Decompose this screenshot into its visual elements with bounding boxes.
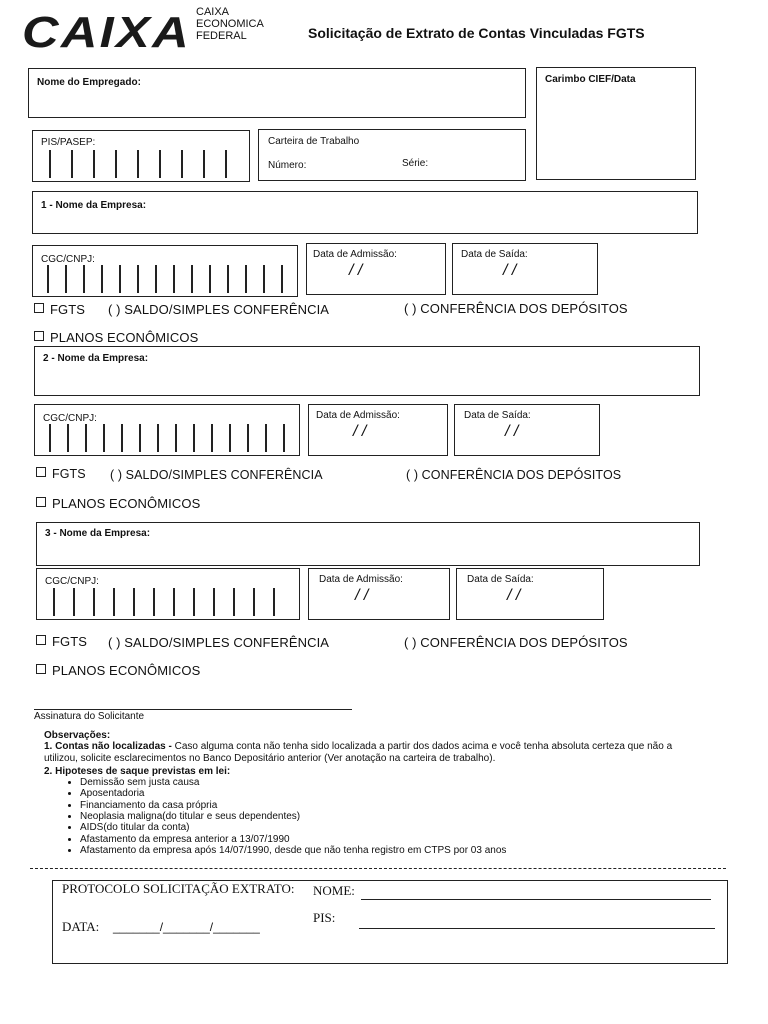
employee-name-field[interactable] xyxy=(28,68,526,118)
admission-date-label: Data de Admissão: xyxy=(319,574,403,585)
bank-name xyxy=(196,6,264,42)
date-separator: / / xyxy=(349,262,363,279)
protocol-title: PROTOCOLO SOLICITAÇÃO EXTRATO: xyxy=(62,881,295,896)
saldo-option[interactable]: ( ) SALDO/SIMPLES CONFERÊNCIA xyxy=(110,468,323,482)
date-separator: / / xyxy=(353,423,367,440)
checkbox-icon xyxy=(36,635,46,645)
fgts-checkbox[interactable] xyxy=(36,467,86,481)
digit-ticks xyxy=(33,149,249,181)
exit-date-field[interactable] xyxy=(452,243,598,295)
list-item: • Financiamento da casa própria xyxy=(80,800,704,811)
observation-text: Caso alguma conta não tenha sido localizada a partir dos dados acima e você tenha absoluta certeza que não a utilizou, solicite esclarecimentos no Banco Depositário anterior (Ver anotação na carteira de trabalho). xyxy=(44,741,673,764)
date-separator: / / xyxy=(503,262,517,279)
observation-title: 2. Hipoteses de saque previstas em lei: xyxy=(44,765,231,777)
signature-label: Assinatura do Solicitante xyxy=(34,711,145,722)
company-name-field[interactable] xyxy=(36,522,700,566)
date-separator: / / xyxy=(355,587,369,604)
admission-date-field[interactable] xyxy=(306,243,446,295)
company-name-label: 3 - Nome da Empresa: xyxy=(45,528,151,539)
admission-date-label: Data de Admissão: xyxy=(313,249,397,260)
planos-checkbox[interactable] xyxy=(36,663,200,678)
ctps-label: Carteira de Trabalho xyxy=(268,136,360,147)
date-separator: / / xyxy=(507,587,521,604)
pis-label: PIS/PASEP: xyxy=(41,137,96,148)
planos-checkbox[interactable] xyxy=(34,330,198,345)
exit-date-field[interactable] xyxy=(456,568,604,620)
cnpj-field[interactable] xyxy=(34,404,300,456)
admission-date-label: Data de Admissão: xyxy=(316,410,400,421)
exit-date-field[interactable] xyxy=(454,404,600,456)
bank-name-line: FEDERAL xyxy=(196,30,247,42)
pis-field[interactable] xyxy=(32,130,250,182)
bank-name-line: CAIXA xyxy=(196,6,230,18)
ctps-field[interactable] xyxy=(258,129,526,181)
planos-label: PLANOS ECONÔMICOS xyxy=(50,330,199,345)
list-item: • AIDS(do titular da conta) xyxy=(80,822,704,833)
protocol-box xyxy=(52,880,728,964)
exit-date-label: Data de Saída: xyxy=(464,410,531,421)
exit-date-label: Data de Saída: xyxy=(467,574,534,585)
cnpj-label: CGC/CNPJ: xyxy=(45,576,99,587)
depositos-option[interactable]: ( ) CONFERÊNCIA DOS DEPÓSITOS xyxy=(404,635,628,650)
protocol-pis-label: PIS: xyxy=(313,910,336,925)
checkbox-icon xyxy=(36,467,46,477)
fgts-label: FGTS xyxy=(52,634,88,649)
fgts-checkbox[interactable] xyxy=(36,634,87,649)
checkbox-icon xyxy=(34,303,44,313)
caixa-logo: CAIXA xyxy=(22,8,191,57)
protocol-name-label: NOME: xyxy=(313,883,355,898)
company-name-label: 1 - Nome da Empresa: xyxy=(41,200,147,211)
checkbox-icon xyxy=(36,664,46,674)
digit-ticks xyxy=(37,587,299,619)
digit-ticks xyxy=(33,264,297,296)
depositos-option[interactable]: ( ) CONFERÊNCIA DOS DEPÓSITOS xyxy=(406,468,622,482)
planos-label: PLANOS ECONÔMICOS xyxy=(52,663,201,678)
checkbox-icon xyxy=(36,497,46,507)
list-item: • Neoplasia maligna(do titular e seus dependentes) xyxy=(80,811,704,822)
planos-label: PLANOS ECONÔMICOS xyxy=(52,496,201,511)
signature-line[interactable] xyxy=(34,709,352,710)
exit-date-label: Data de Saída: xyxy=(461,249,528,260)
fgts-checkbox[interactable] xyxy=(34,302,85,317)
cut-line xyxy=(30,868,726,869)
cnpj-field[interactable] xyxy=(32,245,298,297)
depositos-option[interactable]: ( ) CONFERÊNCIA DOS DEPÓSITOS xyxy=(404,301,628,316)
bank-name-line: ECONOMICA xyxy=(196,18,264,30)
fgts-label: FGTS xyxy=(50,302,86,317)
fgts-label: FGTS xyxy=(52,467,86,481)
hipoteses-list xyxy=(44,777,704,856)
cnpj-field[interactable] xyxy=(36,568,300,620)
observations xyxy=(44,730,704,856)
list-item: • Demissão sem justa causa xyxy=(80,777,704,788)
list-item: • Afastamento da empresa anterior a 13/07/1990 xyxy=(80,834,704,845)
saldo-option[interactable]: ( ) SALDO/SIMPLES CONFERÊNCIA xyxy=(108,302,330,317)
admission-date-field[interactable] xyxy=(308,404,448,456)
stamp-label: Carimbo CIEF/Data xyxy=(545,74,636,85)
form-title: Solicitação de Extrato de Contas Vinculadas FGTS xyxy=(308,25,645,41)
stamp-box xyxy=(536,67,696,180)
company-name-field[interactable] xyxy=(34,346,700,396)
admission-date-field[interactable] xyxy=(308,568,450,620)
list-item: • Afastamento da empresa após 14/07/1990, desde que não tenha registro em CTPS por 03 anos xyxy=(80,845,704,856)
observation-title: 1. Contas não localizadas - xyxy=(44,741,175,753)
company-name-field[interactable] xyxy=(32,191,698,234)
observations-heading: Observações: xyxy=(44,730,111,741)
list-item: • Aposentadoria xyxy=(80,788,704,799)
observation-item xyxy=(44,741,704,764)
protocol-date-label: DATA: xyxy=(62,919,100,934)
protocol-pis-line[interactable] xyxy=(359,928,715,929)
checkbox-icon xyxy=(34,331,44,341)
date-separator: / / xyxy=(505,423,519,440)
saldo-option[interactable]: ( ) SALDO/SIMPLES CONFERÊNCIA xyxy=(108,635,330,650)
ctps-number-label: Número: xyxy=(268,160,307,171)
protocol-date-field[interactable]: _______/_______/_______ xyxy=(113,920,260,934)
employee-name-label: Nome do Empregado: xyxy=(37,77,141,88)
company-name-label: 2 - Nome da Empresa: xyxy=(43,353,149,364)
digit-ticks xyxy=(35,423,299,455)
cnpj-label: CGC/CNPJ: xyxy=(43,413,97,424)
planos-checkbox[interactable] xyxy=(36,496,200,511)
ctps-series-label: Série: xyxy=(402,158,429,169)
cnpj-label: CGC/CNPJ: xyxy=(41,254,95,265)
protocol-name-line[interactable] xyxy=(361,899,711,900)
